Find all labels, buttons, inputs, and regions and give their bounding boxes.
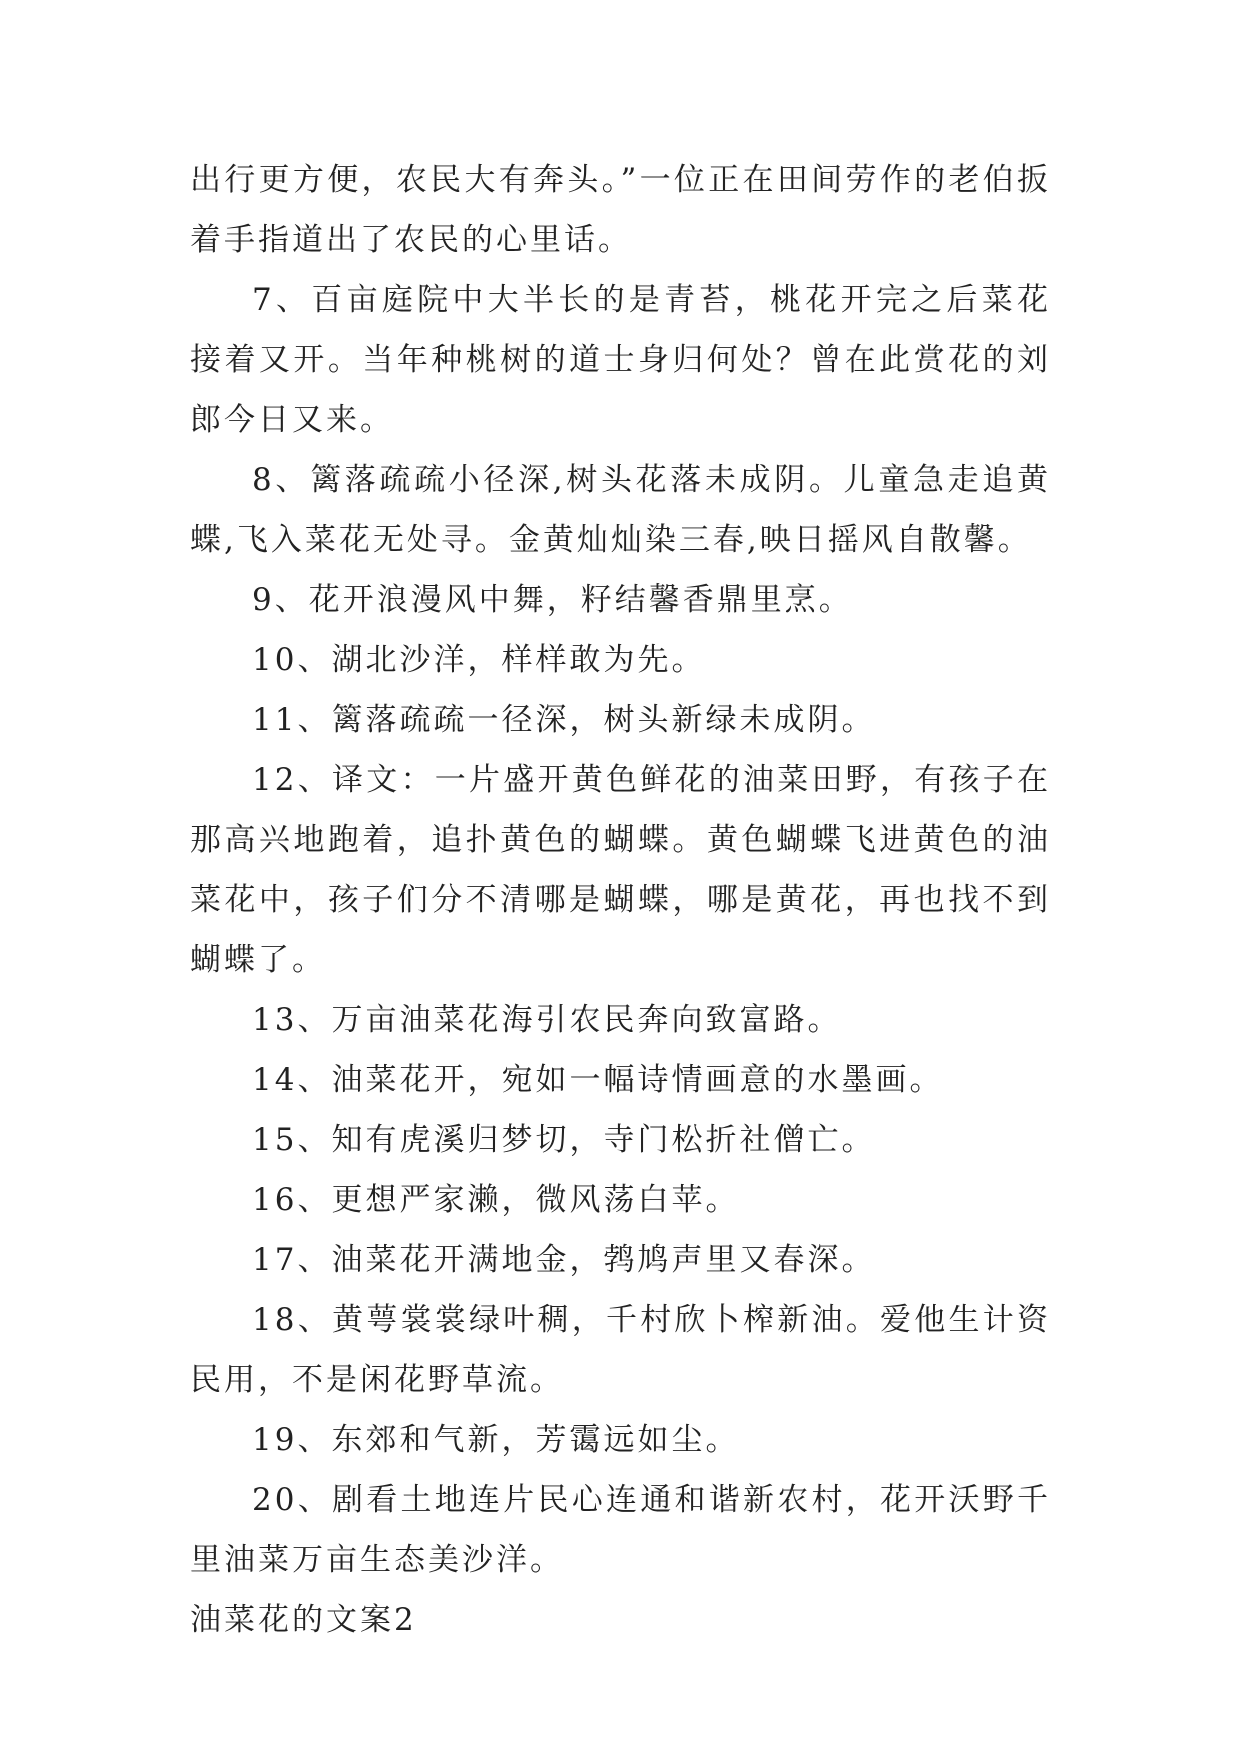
paragraph-16: 16、更想严家濑，微风荡白苹。 [252,1182,740,1218]
paragraph-15: 15、知有虎溪归梦切，寺门松折社僧亡。 [252,1122,876,1158]
section-heading: 油菜花的文案2 [190,1602,417,1638]
paragraph-14: 14、油菜花开，宛如一幅诗情画意的水墨画。 [252,1062,944,1098]
paragraph-18: 18、黄萼裳裳绿叶稠，千村欣卜榨新油。爱他生计资民用，不是闲花野草流。 [190,1302,1051,1398]
paragraph-11: 11、篱落疏疏一径深，树头新绿未成阴。 [252,702,876,738]
paragraph-13: 13、万亩油菜花海引农民奔向致富路。 [252,1002,842,1038]
paragraph-20: 20、剧看土地连片民心连通和谐新农村，花开沃野千里油菜万亩生态美沙洋。 [190,1482,1051,1578]
paragraph-8: 8、篱落疏疏小径深,树头花落未成阴。儿童急走追黄蝶,飞入菜花无处寻。金黄灿灿染三春,映日摇风自散馨。 [190,462,1051,558]
paragraph-17: 17、油菜花开满地金，鹁鸠声里又春深。 [252,1242,876,1278]
paragraph-7: 7、百亩庭院中大半长的是青苔，桃花开完之后菜花接着又开。当年种桃树的道士身归何处？曾在此赏花的刘郎今日又来。 [190,282,1051,438]
paragraph-12: 12、译文：一片盛开黄色鲜花的油菜田野，有孩子在那高兴地跑着，追扑黄色的蝴蝶。黄色蝴蝶飞进黄色的油菜花中，孩子们分不清哪是蝴蝶，哪是黄花，再也找不到蝴蝶了。 [190,762,1051,978]
paragraph-19: 19、东郊和气新，芳霭远如尘。 [252,1422,740,1458]
paragraph-continuation: 出行更方便，农民大有奔头。”一位正在田间劳作的老伯扳着手指道出了农民的心里话。 [190,162,1051,258]
paragraph-9: 9、花开浪漫风中舞，籽结馨香鼎里烹。 [252,582,853,618]
paragraph-10: 10、湖北沙洋，样样敢为先。 [252,642,706,678]
